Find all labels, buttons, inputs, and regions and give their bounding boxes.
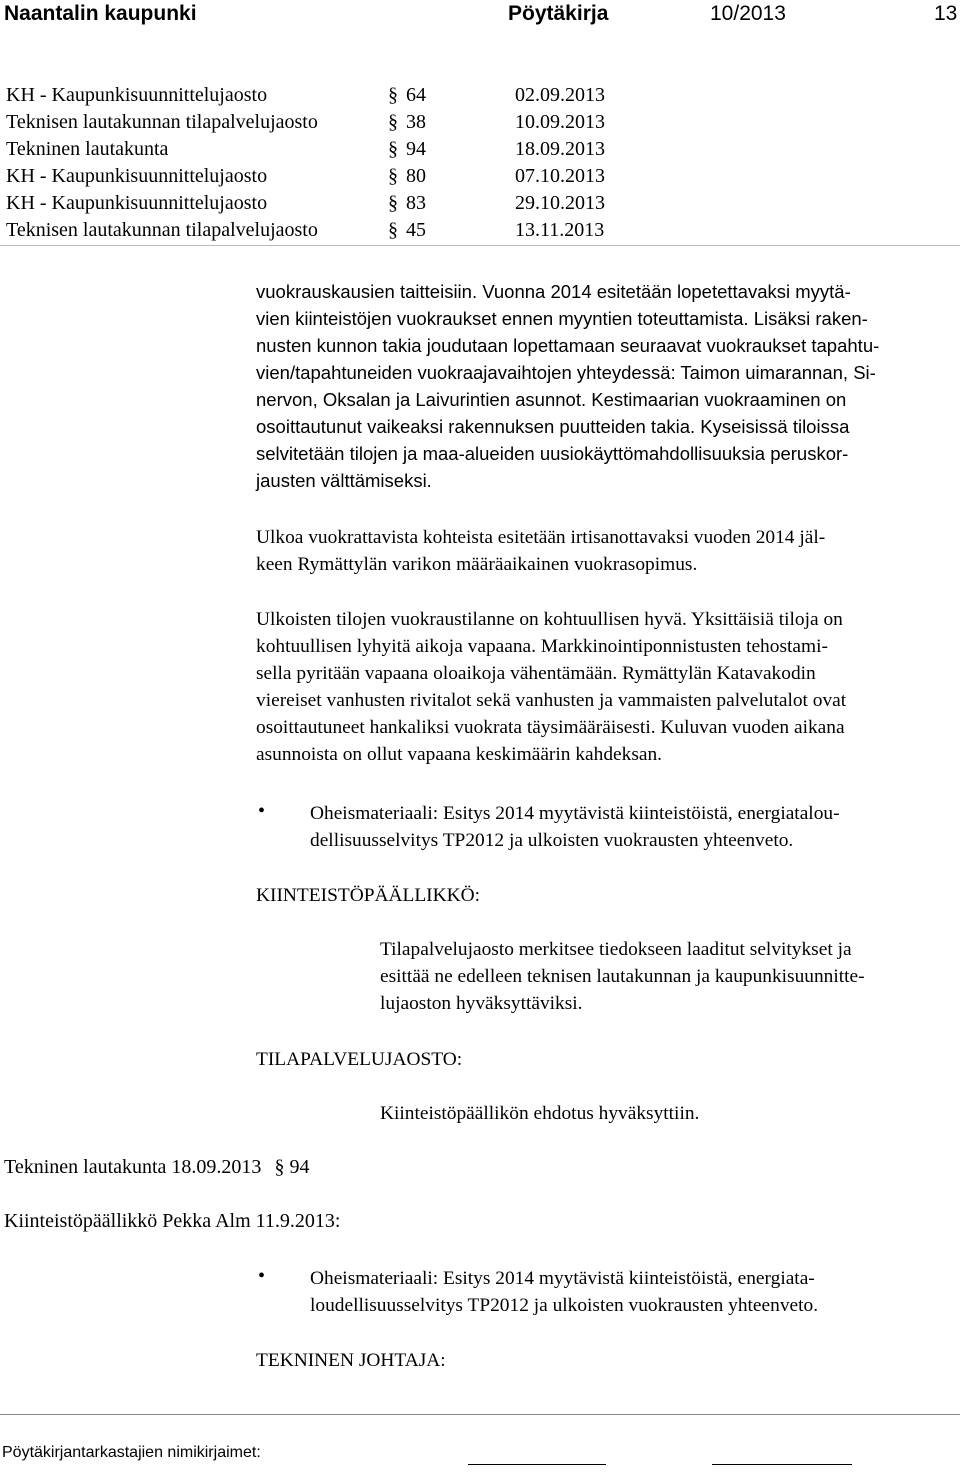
signature-line <box>712 1464 852 1465</box>
proposal-text <box>380 936 950 1017</box>
kiinteistopaallikko-ref: Kiinteistöpäällikkö Pekka Alm 11.9.2013: <box>4 1210 341 1232</box>
text-line: vuokrauskausien taitteisiin. Vuonna 2014 esitetään lopetettavaksi myytä- <box>256 281 851 302</box>
meeting-date: 13.11.2013 <box>515 219 605 241</box>
section-sign: § <box>388 192 398 214</box>
meeting-body: Teknisen lautakunnan tilapalvelujaosto <box>6 219 318 241</box>
signature-line <box>468 1464 606 1465</box>
footer-divider <box>0 1414 960 1415</box>
section-number: 38 <box>406 111 426 133</box>
text-line: osoittautunut vaikeaksi rakennuksen puutteiden takia. Kyseisissä tiloissa <box>256 416 850 437</box>
meeting-date: 18.09.2013 <box>515 138 605 160</box>
body-paragraph-1 <box>256 278 956 494</box>
text-line: Oheismateriaali: Esitys 2014 myytävistä kiinteistöistä, energiatalou- <box>310 803 840 824</box>
text-line: dellisuusselvitys TP2012 ja ulkoisten vuokrausten yhteenveto. <box>310 830 794 851</box>
tekninen-lautakunta-ref <box>4 1154 309 1181</box>
section-number: 83 <box>406 192 426 214</box>
meeting-body: KH - Kaupunkisuunnittelujaosto <box>6 84 268 106</box>
text-line: Ulkoa vuokrattavista kohteista esitetään irtisanottavaksi vuoden 2014 jäl- <box>256 527 826 548</box>
meeting-body: KH - Kaupunkisuunnittelujaosto <box>6 192 268 214</box>
meeting-date: 02.09.2013 <box>515 84 605 106</box>
text-line: Oheismateriaali: Esitys 2014 myytävistä kiinteistöistä, energiata- <box>310 1268 815 1289</box>
page-number: 13 <box>934 2 958 25</box>
decision-text: Kiinteistöpäällikön ehdotus hyväksyttiin. <box>380 1103 700 1124</box>
section-sign: § <box>388 219 398 241</box>
heading-tekninen-johtaja: TEKNINEN JOHTAJA: <box>256 1350 446 1371</box>
body-paragraph-3 <box>256 606 956 768</box>
text-line: keen Rymättylän varikon määräaikainen vuokrasopimus. <box>256 554 698 575</box>
meeting-date: 29.10.2013 <box>515 192 605 214</box>
body-paragraph-2 <box>256 524 956 578</box>
heading-kiinteistopaallikko: KIINTEISTÖPÄÄLLIKKÖ: <box>256 885 481 906</box>
attachment-note-1 <box>310 800 950 854</box>
section-sign: § <box>388 111 398 133</box>
bullet-icon: • <box>258 1265 266 1287</box>
municipality-name: Naantalin kaupunki <box>4 2 197 25</box>
text-line: viereiset vanhusten rivitalot sekä vanhusten ja vammaisten palvelutalot ovat <box>256 690 847 711</box>
text-line: nusten kunnon takia joudutaan lopettamaan seuraavat vuokraukset tapahtu- <box>256 335 880 356</box>
meeting-body: Tekninen lautakunta <box>6 138 169 160</box>
attachment-note-2 <box>310 1265 950 1319</box>
text-line: asunnoista on ollut vapaana keskimäärin kahdeksan. <box>256 744 663 765</box>
text-line: Ulkoisten tilojen vuokraustilanne on kohtuullisen hyvä. Yksittäisiä tiloja on <box>256 609 843 630</box>
text-line: sella pyritään vapaana oloaikoja vähentämään. Rymättylän Katavakodin <box>256 663 816 684</box>
ref-label: Tekninen lautakunta 18.09.2013 <box>4 1156 262 1178</box>
text-line: nervon, Oksalan ja Laivurintien asunnot. Kestimaarian vuokraaminen on <box>256 389 847 410</box>
heading-tilapalvelujaosto: TILAPALVELUJAOSTO: <box>256 1049 463 1070</box>
document-number: 10/2013 <box>710 2 786 25</box>
text-line: esittää ne edelleen teknisen lautakunnan ja kaupunkisuunnitte- <box>380 966 865 987</box>
document-type: Pöytäkirja <box>508 2 609 25</box>
text-line: Tilapalvelujaosto merkitsee tiedokseen laaditut selvitykset ja <box>380 939 852 960</box>
text-line: kohtuullisen lyhyitä aikoja vapaana. Markkinointiponnistusten tehostami- <box>256 636 828 657</box>
section-number: 94 <box>289 1156 310 1178</box>
section-sign: § <box>388 165 398 187</box>
text-line: jausten välttämiseksi. <box>256 470 432 491</box>
section-sign: § <box>388 84 398 106</box>
text-line: selvitetään tilojen ja maa-alueiden uusiokäyttömahdollisuuksia peruskor- <box>256 443 849 464</box>
text-line: vien/tapahtuneiden vuokraajavaihtojen yhteydessä: Taimon uimarannan, Si- <box>256 362 876 383</box>
bullet-icon: • <box>258 800 266 822</box>
section-number: 64 <box>406 84 426 106</box>
meeting-body: Teknisen lautakunnan tilapalvelujaosto <box>6 111 318 133</box>
section-number: 45 <box>406 219 426 241</box>
section-sign: § <box>388 138 398 160</box>
meeting-body: KH - Kaupunkisuunnittelujaosto <box>6 165 268 187</box>
text-line: lujaoston hyväksyttäviksi. <box>380 993 583 1014</box>
text-line: osoittautuneet hankaliksi vuokrata täysimääräisesti. Kuluvan vuoden aikana <box>256 717 845 738</box>
meeting-date: 10.09.2013 <box>515 111 605 133</box>
meeting-date: 07.10.2013 <box>515 165 605 187</box>
signatures-label: Pöytäkirjantarkastajien nimikirjaimet: <box>2 1444 261 1461</box>
text-line: vien kiinteistöjen vuokraukset ennen myyntien toteuttamista. Lisäksi raken- <box>256 308 868 329</box>
section-number: 94 <box>406 138 426 160</box>
text-line: loudellisuusselvitys TP2012 ja ulkoisten vuokrausten yhteenveto. <box>310 1295 819 1316</box>
header-divider <box>0 245 960 246</box>
section-sign: § <box>274 1156 285 1178</box>
section-number: 80 <box>406 165 426 187</box>
